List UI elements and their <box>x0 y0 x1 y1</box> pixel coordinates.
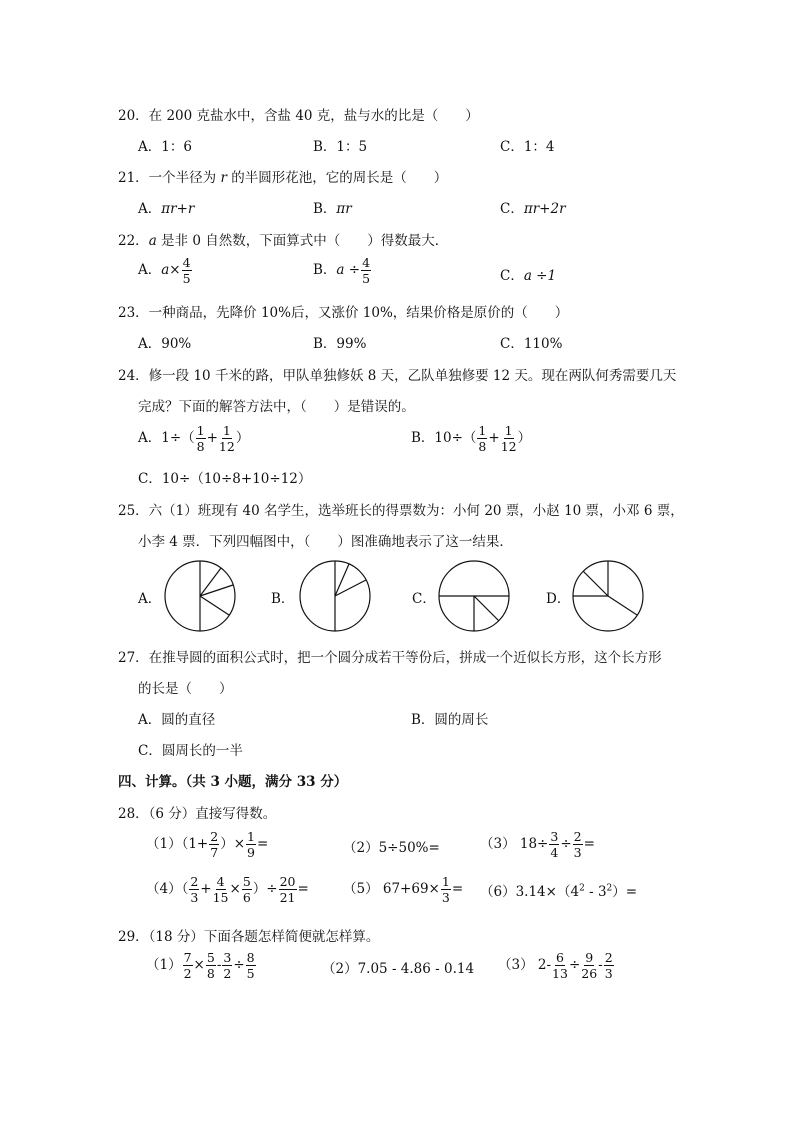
q28-p4-frac4 <box>279 875 297 904</box>
q24-b-n1: 1 <box>478 423 487 438</box>
q22-c-expr: a ÷1 <box>523 268 557 284</box>
q29-p1-m2: - <box>216 957 222 974</box>
q28-part-5 <box>343 875 463 904</box>
q28-p1-n1: 2 <box>210 829 219 844</box>
q27-stem-line1: 27．在推导圆的面积公式时，把一个圆分成若干等份后，拼成一个近似长方形，这个长方形 <box>118 650 662 666</box>
q24-option-b[interactable] <box>411 424 531 453</box>
q24-a-post: ） <box>235 430 250 447</box>
q28-p3-n1: 3 <box>550 829 559 844</box>
q28-p1-n2: 1 <box>247 829 255 844</box>
q24-option-a[interactable] <box>138 424 249 453</box>
q24-a-n2: 1 <box>222 423 231 438</box>
q24-b-pre: 10÷（ <box>434 430 477 447</box>
q22-option-b[interactable] <box>313 256 372 285</box>
q23-option-a[interactable]: A．90% <box>138 336 192 352</box>
q28-p4-frac1 <box>189 875 199 904</box>
q29-p3-frac1 <box>552 951 568 980</box>
q25-stem-line2: 小李 4 票．下列四幅图中，（ ）图准确地表示了这一结果． <box>138 534 513 550</box>
q29-part-3 <box>498 951 615 980</box>
q21-c-expr: πr+2r <box>523 201 566 217</box>
q22-b-pre: a ÷ <box>336 262 361 279</box>
q29-p1-frac4 <box>246 951 256 980</box>
q21-a-expr: πr+r <box>161 201 195 217</box>
q22-c-label: C． <box>500 268 524 284</box>
q28-p6-pre: （6）3.14×（4 <box>480 884 580 900</box>
q21-stem-post: 的半圆形花池，它的周长是（ ） <box>226 170 448 186</box>
q28-p1-mid: ）× <box>220 836 246 853</box>
q29-p3-d3: 3 <box>604 966 613 982</box>
q24-a-d1: 8 <box>196 439 205 455</box>
q28-p4-n1: 2 <box>190 874 199 889</box>
q29-p3-n1: 6 <box>556 950 564 965</box>
q24-stem-line1: 24．修一段 10 千米的路，甲队单独修妖 8 天，乙队单独修要 12 天。现在两队何秀需要几天 <box>118 368 677 384</box>
q29-p3-frac3 <box>604 951 614 980</box>
q22-b-fraction <box>361 256 371 285</box>
q22-b-den: 5 <box>362 271 371 287</box>
q28-p3-post: = <box>583 836 595 853</box>
q28-p4-m2: × <box>229 881 241 898</box>
q28-p3-d1: 4 <box>550 845 559 861</box>
q28-p1-frac2 <box>246 830 256 859</box>
q28-part-3 <box>480 830 595 859</box>
q29-p3-n2: 9 <box>585 950 594 965</box>
q24-b-d2: 12 <box>500 439 517 455</box>
q29-p3-m1: ÷ <box>568 957 581 974</box>
q27-stem-line2: 的长是（ ） <box>138 681 233 697</box>
q29-p3-d2: 26 <box>581 966 598 982</box>
q24-a-plus: + <box>206 430 218 447</box>
q21-b-expr: πr <box>336 201 352 217</box>
q20-stem: 20．在 200 克盐水中，含盐 40 克，盐与水的比是（ ） <box>118 108 479 124</box>
q23-stem: 23．一种商品，先降价 10%后，又涨价 10%，结果价格是原价的（ ） <box>118 305 569 321</box>
q24-b-label: B． <box>411 430 435 447</box>
q27-option-a[interactable]: A．圆的直径 <box>138 712 216 728</box>
q29-p1-n1: 7 <box>183 950 192 965</box>
q24-a-frac2 <box>219 424 235 453</box>
q25-pie-b[interactable] <box>298 559 372 633</box>
q23-option-c[interactable]: C．110% <box>500 336 563 352</box>
q29-p3-pre: （3） 2- <box>498 957 552 974</box>
q28-p4-post: = <box>297 881 309 898</box>
q24-a-n1: 1 <box>196 423 205 438</box>
q28-p1-pre: （1）（1+ <box>146 836 209 853</box>
q28-p6-sup1: 2 <box>579 883 585 894</box>
q24-a-frac1 <box>196 424 206 453</box>
q28-p1-frac1 <box>209 830 219 859</box>
q28-p3-d2: 3 <box>573 845 582 861</box>
q24-b-post: ） <box>517 430 532 447</box>
q21-option-b[interactable] <box>313 197 352 217</box>
q25-stem-line1: 25．六（1）班现有 40 名学生，选举班长的得票数为：小何 20 票，小赵 10 票，小邓 6 票， <box>118 503 684 519</box>
q28-part-4 <box>146 875 309 904</box>
q28-p4-m1: + <box>200 881 212 898</box>
q20-option-a[interactable]: A．1：6 <box>138 139 192 155</box>
q22-b-num: 4 <box>362 255 371 270</box>
q27-option-b[interactable]: B．圆的周长 <box>411 712 489 728</box>
q29-p1-n2: 5 <box>206 950 215 965</box>
q28-p3-frac2 <box>573 830 583 859</box>
q28-p6-sup2: 2 <box>606 883 613 894</box>
q22-stem <box>118 229 448 249</box>
q28-p5-frac1 <box>441 875 451 904</box>
q29-p1-frac3 <box>222 951 232 980</box>
q22-option-a[interactable] <box>138 256 193 285</box>
q22-var: a <box>148 233 157 249</box>
q28-p3-frac1 <box>549 830 559 859</box>
q24-b-frac2 <box>501 424 517 453</box>
q21-c-label: C． <box>500 201 524 217</box>
q22-b-label: B． <box>313 262 337 279</box>
q22-a-num: 4 <box>182 255 191 270</box>
q21-b-label: B． <box>313 201 337 217</box>
q24-a-d2: 12 <box>218 439 235 455</box>
q28-p3-mid: ÷ <box>560 836 572 853</box>
q22-option-c[interactable] <box>500 264 556 284</box>
q28-p3-n2: 2 <box>573 829 582 844</box>
q25-option-a-label[interactable]: A． <box>138 591 162 607</box>
q29-p1-d3: 2 <box>223 966 232 982</box>
q29-p1-d2: 8 <box>206 966 215 982</box>
q24-option-c[interactable]: C．10÷（10÷8+10÷12） <box>138 471 312 487</box>
q24-b-n2: 1 <box>504 423 513 438</box>
q25-pie-a[interactable] <box>163 559 237 633</box>
q29-part-2: （2）7.05 - 4.86 - 0.14 <box>322 961 475 977</box>
q28-p4-d1: 3 <box>190 890 199 906</box>
q28-stem: 28．（6 分）直接写得数。 <box>118 806 277 822</box>
section-4-heading: 四、计算。（共 3 小题，满分 33 分） <box>118 774 348 790</box>
q29-p1-d4: 5 <box>246 966 255 982</box>
q25-option-b-label[interactable]: B． <box>271 591 295 607</box>
q28-p3-pre: （3） 18÷ <box>480 836 549 853</box>
q21-stem <box>118 166 447 186</box>
q29-p3-frac2 <box>581 951 597 980</box>
q21-a-label: A． <box>138 201 162 217</box>
q20-option-c[interactable]: C．1：4 <box>500 139 555 155</box>
q24-b-frac1 <box>477 424 487 453</box>
q28-p1-d1: 7 <box>210 845 219 861</box>
q22-a-fraction <box>182 256 192 285</box>
q23-option-b[interactable]: B．99% <box>313 336 367 352</box>
q28-p4-n3: 5 <box>242 874 251 889</box>
q22-a-den: 5 <box>182 271 191 287</box>
q22-stem-post: 是非 0 自然数，下面算式中（ ）得数最大． <box>156 233 449 249</box>
q28-part-1 <box>146 830 268 859</box>
q28-p5-d1: 3 <box>441 890 450 906</box>
q24-b-plus: + <box>488 430 500 447</box>
q29-p1-frac1 <box>183 951 193 980</box>
q28-p4-m3: ）÷ <box>252 881 278 898</box>
q29-stem: 29．（18 分）下面各题怎样简便就怎样算。 <box>118 929 380 945</box>
q28-p4-d2: 15 <box>212 890 229 906</box>
q25-pie-c[interactable] <box>437 559 511 633</box>
q21-option-a[interactable] <box>138 197 194 217</box>
q28-p6-mid: - 3 <box>584 884 607 900</box>
q29-p1-n3: 3 <box>223 950 232 965</box>
q28-p5-pre: （5） 67+69× <box>343 881 440 898</box>
q28-p4-n4: 20 <box>279 874 296 889</box>
q22-a-label: A． <box>138 262 162 279</box>
q21-option-c[interactable] <box>500 197 566 217</box>
q28-p4-frac2 <box>213 875 229 904</box>
q28-p1-d2: 9 <box>247 845 255 861</box>
q24-a-pre: 1÷（ <box>161 430 195 447</box>
q28-part-2: （2）5÷50%= <box>343 840 440 856</box>
q22-a-pre: a× <box>161 262 181 279</box>
q29-part-1 <box>146 951 257 980</box>
q28-p6-post: ）= <box>612 884 638 900</box>
q28-p4-n2: 4 <box>216 874 225 889</box>
q28-p5-n1: 1 <box>441 874 450 889</box>
q28-p4-d4: 21 <box>279 890 296 906</box>
q28-p4-frac3 <box>242 875 252 904</box>
q21-var: r <box>220 170 227 186</box>
q27-option-c[interactable]: C．圆周长的一半 <box>138 743 243 759</box>
q22-stem-pre: 22． <box>118 233 149 249</box>
q29-p1-d1: 2 <box>183 966 192 982</box>
q29-p1-m3: ÷ <box>233 957 245 974</box>
q29-p1-m1: × <box>193 957 205 974</box>
q25-option-d-label[interactable]: D． <box>546 591 571 607</box>
q24-stem-line2: 完成？下面的解答方法中，（ ）是错误的。 <box>138 399 415 415</box>
q29-p1-pre: （1） <box>146 957 182 974</box>
q20-option-b[interactable]: B．1：5 <box>313 139 368 155</box>
q25-option-c-label[interactable]: C． <box>412 591 436 607</box>
q28-p4-d3: 6 <box>242 890 251 906</box>
q28-p1-post: = <box>256 836 269 853</box>
q29-p1-frac2 <box>206 951 216 980</box>
q29-p3-m2: - <box>598 957 603 974</box>
q29-p1-n4: 8 <box>246 950 255 965</box>
q29-p3-d1: 13 <box>552 966 568 982</box>
q24-b-d1: 8 <box>478 439 487 455</box>
q29-p3-n3: 2 <box>604 950 613 965</box>
q28-p5-post: = <box>451 881 464 898</box>
q24-a-label: A． <box>138 430 162 447</box>
q28-part-6 <box>480 880 637 900</box>
q21-stem-pre: 21．一个半径为 <box>118 170 221 186</box>
q28-p4-pre: （4）（ <box>146 881 189 898</box>
q25-pie-d[interactable] <box>571 559 645 633</box>
